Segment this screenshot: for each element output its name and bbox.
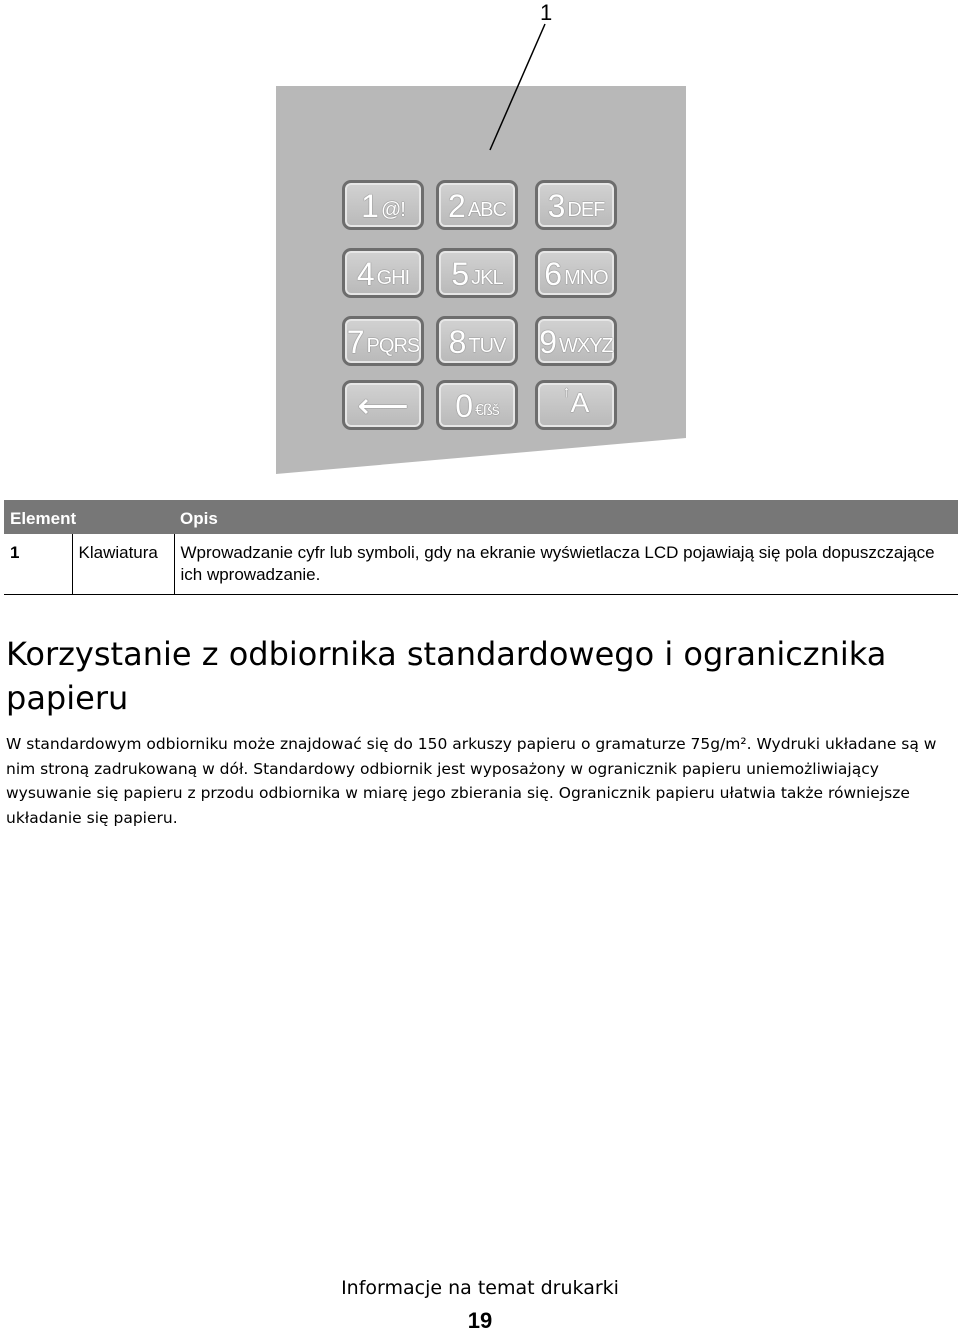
callout-number: 1 bbox=[540, 0, 553, 25]
header-element: Element bbox=[4, 500, 174, 534]
key-number: 2 bbox=[448, 188, 466, 224]
key-number: 8 bbox=[448, 324, 467, 360]
key-letters: WXYZ bbox=[559, 335, 613, 357]
key-8[interactable] bbox=[436, 316, 518, 366]
key-letters: JKL bbox=[471, 267, 503, 289]
key-1[interactable] bbox=[342, 180, 424, 230]
footer-title: Informacje na temat drukarki bbox=[341, 1277, 619, 1299]
page-number: 19 bbox=[467, 1308, 493, 1333]
key-5[interactable] bbox=[436, 248, 518, 298]
key-number: 4 bbox=[356, 256, 375, 292]
keypad bbox=[276, 86, 686, 476]
key-letters: TUV bbox=[468, 335, 506, 357]
section-title: Korzystanie z odbiornika standardowego i ogranicznika papieru bbox=[6, 635, 887, 717]
key-number: 9 bbox=[539, 324, 557, 360]
key-number: 3 bbox=[547, 188, 566, 224]
key-letters: DEF bbox=[567, 199, 605, 221]
key-6[interactable] bbox=[535, 248, 617, 298]
key-number: 0 bbox=[455, 388, 474, 424]
key-0[interactable] bbox=[436, 380, 518, 430]
header-description: Opis bbox=[174, 500, 958, 534]
key-4[interactable] bbox=[342, 248, 424, 298]
key-2[interactable] bbox=[436, 180, 518, 230]
key-letters: PQRS bbox=[366, 335, 420, 357]
shift-glyph bbox=[563, 384, 590, 422]
key-number: 6 bbox=[544, 256, 563, 292]
key-7[interactable] bbox=[342, 316, 424, 366]
left-arrow-icon: ⟵ bbox=[357, 385, 409, 426]
row-description: Wprowadzanie cyfr lub symboli, gdy na ekranie wyświetlacza LCD pojawiają się pola dopuszczające ich wprowadzanie. bbox=[180, 543, 935, 584]
key-letters: €ßš bbox=[475, 402, 499, 419]
key-letters: @! bbox=[380, 199, 405, 221]
row-number: 1 bbox=[4, 534, 72, 594]
key-number: 1 bbox=[361, 188, 379, 224]
up-arrow-icon: ↑ bbox=[562, 384, 571, 401]
key-9[interactable] bbox=[535, 316, 617, 366]
key-number: 5 bbox=[451, 256, 470, 292]
key-shift[interactable] bbox=[535, 380, 617, 430]
key-number: 7 bbox=[346, 324, 365, 360]
key-letters: ABC bbox=[467, 199, 506, 221]
keypad-figure bbox=[0, 0, 960, 480]
table-row bbox=[4, 534, 958, 594]
shift-letter: A bbox=[570, 387, 590, 418]
row-element-name: Klawiatura bbox=[72, 534, 174, 594]
key-backspace[interactable] bbox=[342, 380, 424, 430]
table-header-row bbox=[4, 500, 958, 534]
key-3[interactable] bbox=[535, 180, 617, 230]
section-body: W standardowym odbiorniku może znajdować się do 150 arkuszy papieru o gramaturze 75g/m². Wydruki układane są w nim stroną zadrukowaną w dół. Standardowy odbiornik jest wyposażony w ogranicznik papieru uniemożliwiający wysuwanie się papieru z przodu odbiornika w miarę jego zbierania się. Ogranicznik papieru ułatwia także równiejsze układanie się papieru. bbox=[6, 735, 937, 827]
element-table bbox=[4, 500, 958, 595]
key-letters: MNO bbox=[564, 267, 608, 289]
key-letters: GHI bbox=[376, 267, 410, 289]
